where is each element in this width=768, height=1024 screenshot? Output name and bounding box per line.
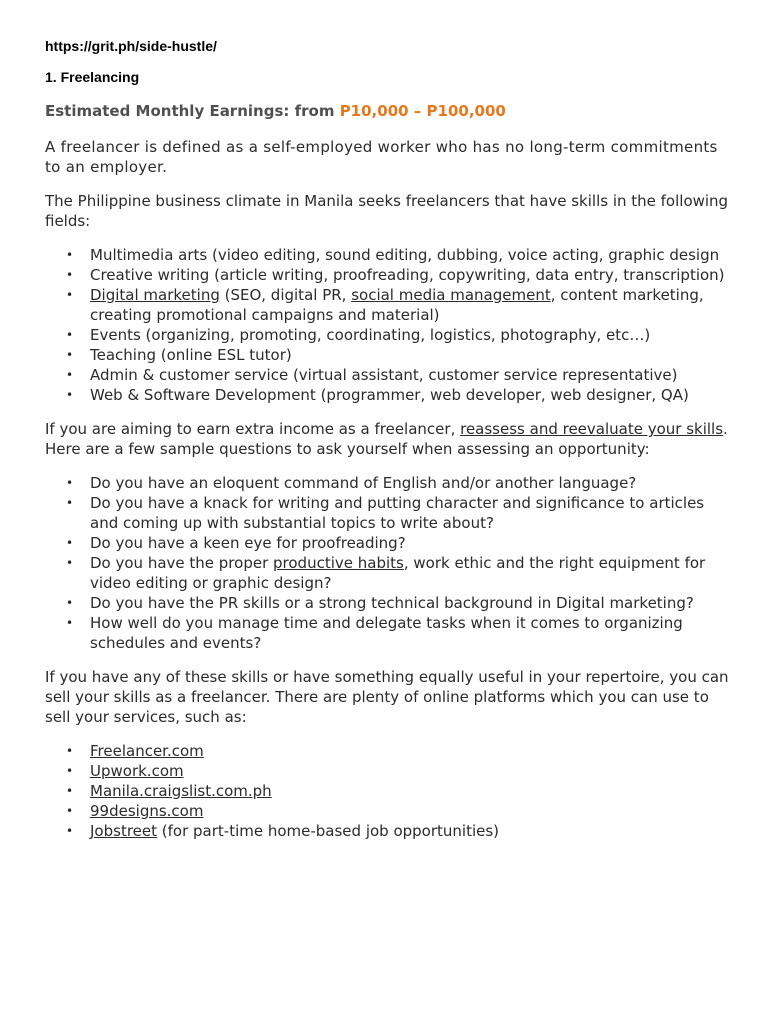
freelancer-link[interactable]: Freelancer.com	[90, 742, 204, 760]
assess-text: . Here are a few sample questions to ask yourself when assessing an opportunity:	[45, 420, 728, 458]
list-item	[90, 821, 735, 841]
list-item: • Web & Software Development (programmer, web developer, web designer, QA)	[90, 385, 735, 405]
list-item: • Admin & customer service (virtual assistant, customer service representative)	[90, 365, 735, 385]
upwork-link[interactable]: Upwork.com	[90, 762, 184, 780]
earnings-label: Estimated Monthly Earnings: from	[45, 102, 340, 120]
fields-list	[45, 245, 735, 405]
list-item	[90, 801, 735, 821]
jobstreet-link[interactable]: Jobstreet	[90, 822, 157, 840]
list-item-text: Do you have the proper	[90, 554, 274, 572]
list-item	[90, 285, 735, 325]
list-item-text: , work ethic and the right equipment for video editing or graphic design?	[90, 554, 706, 592]
platforms-paragraph: If you have any of these skills or have something equally useful in your repertoire, you can sell your skills as a freelancer. There are plenty of online platforms which you can use to sell your services, such as:	[45, 668, 729, 726]
list-item: • Do you have a keen eye for proofreading?	[90, 533, 735, 553]
section-title: 1. Freelancing	[45, 69, 140, 85]
source-url: https://grit.ph/side-hustle/	[45, 38, 217, 54]
99designs-link[interactable]: 99designs.com	[90, 802, 204, 820]
list-item	[90, 741, 735, 761]
platforms-list	[45, 741, 735, 841]
list-item: • Do you have a knack for writing and putting character and significance to articles and coming up with substantial topics to write about?	[90, 493, 735, 533]
list-item: • Events (organizing, promoting, coordinating, logistics, photography, etc…)	[90, 325, 735, 345]
craigslist-link[interactable]: Manila.craigslist.com.ph	[90, 782, 272, 800]
assess-paragraph	[45, 419, 735, 459]
list-item	[90, 761, 735, 781]
list-item	[90, 781, 735, 801]
reassess-skills-link[interactable]: reassess and reevaluate your skills	[460, 420, 724, 438]
article-body	[45, 137, 735, 855]
definition-paragraph: A freelancer is defined as a self-employed worker who has no long-term commitments to an employer.	[45, 138, 718, 176]
list-item: • Creative writing (article writing, proofreading, copywriting, data entry, transcription)	[90, 265, 735, 285]
climate-paragraph: The Philippine business climate in Manila seeks freelancers that have skills in the following fields:	[45, 192, 729, 230]
list-item	[90, 553, 735, 593]
list-item-text: (for part-time home-based job opportunities)	[157, 822, 500, 840]
digital-marketing-link[interactable]: Digital marketing	[90, 286, 220, 304]
list-item-text: , content marketing, creating promotional campaigns and material)	[90, 286, 704, 324]
questions-list	[45, 473, 735, 653]
earnings-line	[45, 102, 506, 120]
assess-text: If you are aiming to earn extra income as a freelancer,	[45, 420, 461, 438]
social-media-management-link[interactable]: social media management	[351, 286, 551, 304]
list-item: • Teaching (online ESL tutor)	[90, 345, 735, 365]
list-item: • Do you have an eloquent command of English and/or another language?	[90, 473, 735, 493]
earnings-range: P10,000 – P100,000	[339, 102, 506, 120]
list-item: • How well do you manage time and delegate tasks when it comes to organizing schedules and events?	[90, 613, 735, 653]
list-item-text: (SEO, digital PR,	[219, 286, 352, 304]
list-item: • Do you have the PR skills or a strong technical background in Digital marketing?	[90, 593, 735, 613]
productive-habits-link[interactable]: productive habits	[273, 554, 404, 572]
list-item: • Multimedia arts (video editing, sound editing, dubbing, voice acting, graphic design	[90, 245, 735, 265]
